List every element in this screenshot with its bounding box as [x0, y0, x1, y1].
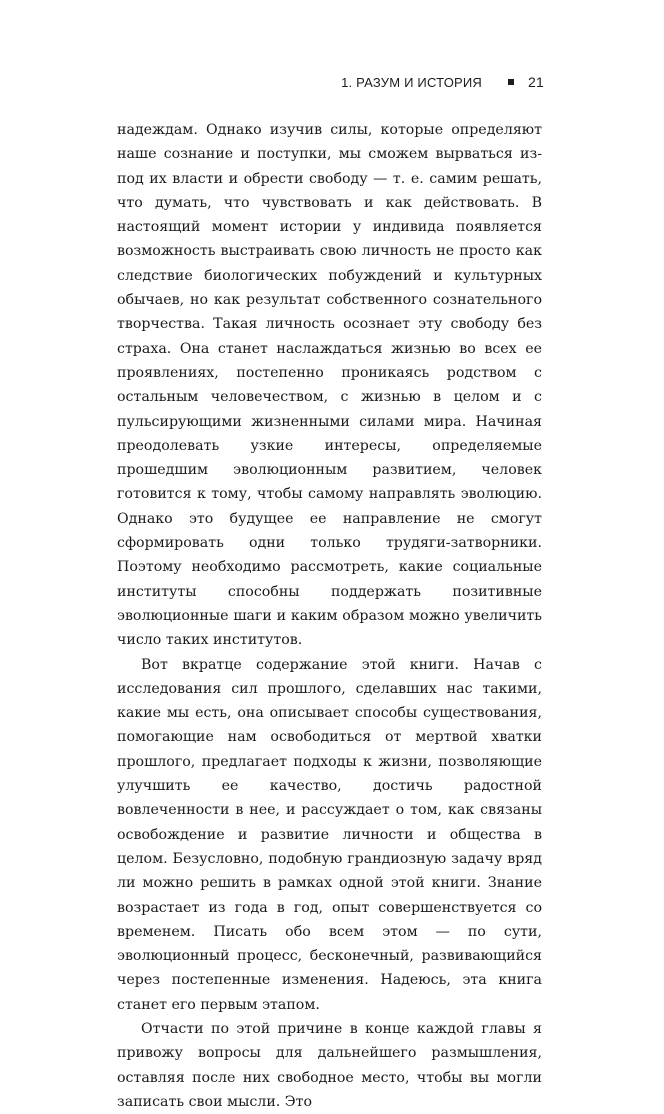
running-head — [341, 74, 544, 90]
body-text — [117, 118, 542, 1114]
chapter-title: 1. РАЗУМ И ИСТОРИЯ — [341, 74, 483, 90]
paragraph-1: надеждам. Однако изучив силы, которые определяют наше сознание и поступки, мы сможем вырваться из-под их власти и обрести свободу — т. е. самим решать, что думать, что чувствовать и как действовать. В настоящий момент истории у индивида появляется возможность выстраивать свою личность не просто как следствие биологических побуждений и культурных обычаев, но как результат собственного сознательного творчества. Такая личность осознает эту свободу без страха. Она станет наслаждаться жизнью во всех ее проявлениях, постепенно проникаясь родством с остальным человечеством, с жизнью в целом и с пульсирующими жизненными силами мира. Начиная преодолевать узкие интересы, определяемые прошедшим эволюционным развитием, человек готовится к тому, чтобы самому направлять эволюцию. Однако это будущее ее направление не смогут сформировать одни только трудяги-затворники. Поэтому необходимо рассмотреть, какие социальные институты способны поддержать позитивные эволюционные шаги и каким образом можно увеличить число таких институтов. — [117, 122, 542, 649]
paragraph-3: Отчасти по этой причине в конце каждой главы я привожу вопросы для дальнейшего размышления, оставляя после них свободное место, чтобы вы могли записать свои мысли. Это — [117, 1020, 542, 1110]
separator-square-icon — [508, 79, 514, 85]
paragraph-2: Вот вкратце содержание этой книги. Начав с исследования сил прошлого, сделавших нас такими, какие мы есть, она описывает способы существования, помогающие нам освободиться от мертвой хватки прошлого, предлагает подходы к жизни, позволяющие улучшить ее качество, достичь радостной вовлеченности в нее, и рассуждает о том, как связаны освобождение и развитие личности и общества в целом. Безусловно, подобную грандиозную задачу вряд ли можно решить в рамках одной этой книги. Знание возрастает из года в год, опыт совершенствуется со временем. Писать обо всем этом — по сути, эволюционный процесс, бесконечный, развивающийся через постепенные изменения. Надеюсь, эта книга станет его первым этапом. — [117, 656, 542, 1013]
page-number: 21 — [528, 74, 544, 90]
